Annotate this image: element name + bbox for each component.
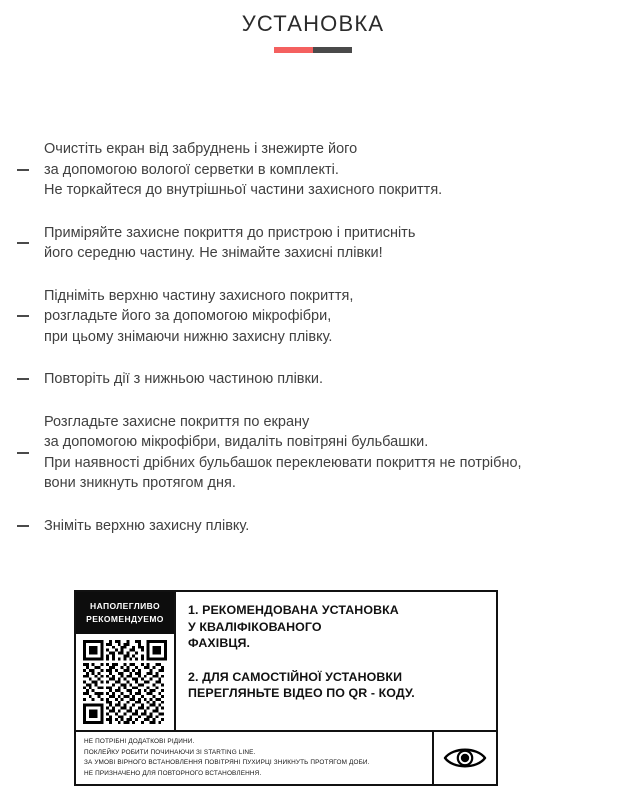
recommendation-item — [188, 602, 486, 652]
eye-icon-cell — [434, 732, 496, 784]
recommendation-item — [188, 669, 486, 702]
step-text — [44, 516, 620, 537]
step-text — [44, 139, 620, 201]
step-text-line: Очистіть екран від забруднень і знежирте його — [44, 141, 358, 158]
step-dash-marker — [14, 525, 44, 527]
instruction-step — [14, 139, 620, 201]
instruction-steps — [0, 139, 626, 536]
step-text-line: при цьому знімаючи нижню захисну плівку. — [44, 328, 333, 345]
step-text-line: Не торкайтеся до внутрішньої частини захисного покриття. — [44, 182, 443, 199]
recommendation-item-line: ФАХІВЦЯ. — [188, 636, 251, 650]
title-divider — [274, 47, 352, 53]
fineprint-line: НЕ ПОТРІБНІ ДОДАТКОВІ РІДИНИ. — [84, 738, 195, 745]
step-text — [44, 223, 620, 264]
qr-code-icon[interactable] — [83, 640, 167, 724]
step-dash-marker — [14, 242, 44, 244]
qr-code-wrapper — [76, 634, 174, 730]
instruction-step — [14, 223, 620, 264]
step-text-line: вони зникнуть протягом дня. — [44, 475, 236, 492]
fineprint-line: ЗА УМОВІ ВІРНОГО ВСТАНОВЛЕННЯ ПОВІТРЯНІ ПУХИРЦІ ЗНИКНУТЬ ПРОТЯГОМ ДОБИ. — [84, 759, 370, 766]
qr-panel — [76, 592, 176, 730]
title-block — [0, 0, 626, 53]
step-dash-marker — [14, 378, 44, 380]
step-text-line: Зніміть верхню захисну плівку. — [44, 517, 250, 534]
recommendation-item-line: У КВАЛІФІКОВАНОГО — [188, 619, 322, 634]
title-divider-left-segment — [274, 47, 313, 53]
instruction-step — [14, 369, 620, 390]
recommendation-box-bottom — [76, 730, 496, 784]
step-text — [44, 412, 620, 494]
recommendation-box — [74, 590, 498, 786]
page-title: УСТАНОВКА — [241, 11, 385, 36]
recommend-banner-line2: РЕКОМЕНДУЕМО — [86, 614, 164, 624]
step-dash-marker — [14, 452, 44, 454]
step-dash-marker — [14, 169, 44, 171]
recommend-banner-line1: НАПОЛЕГЛИВО — [90, 601, 160, 611]
step-text — [44, 286, 620, 348]
recommendation-item-line: 2. ДЛЯ САМОСТІЙНОЇ УСТАНОВКИ — [188, 669, 403, 684]
step-text-line: При наявності дрібних бульбашок переклеювати покриття не потрібно, — [44, 454, 522, 471]
step-text-line: Повторіть дії з нижньою частиною плівки. — [44, 371, 323, 388]
step-text-line: за допомогою вологої серветки в комплекті. — [44, 161, 339, 178]
title-divider-right-segment — [313, 47, 352, 53]
step-text-line: його середню частину. Не знімайте захисні плівки! — [44, 245, 383, 262]
recommendation-items — [176, 592, 496, 730]
recommendation-box-top — [76, 592, 496, 730]
eye-icon — [443, 745, 487, 771]
instruction-step — [14, 516, 620, 537]
fineprint-notes — [76, 732, 434, 784]
step-text-line: Підніміть верхню частину захисного покриття, — [44, 287, 354, 304]
step-text-line: розгладьте його за допомогою мікрофібри, — [44, 308, 332, 325]
step-text-line: за допомогою мікрофібри, видаліть повітряні бульбашки. — [44, 434, 429, 451]
step-text-line: Розгладьте захисне покриття по екрану — [44, 413, 310, 430]
instruction-step — [14, 286, 620, 348]
step-text — [44, 369, 620, 390]
fineprint-line: НЕ ПРИЗНАЧЕНО ДЛЯ ПОВТОРНОГО ВСТАНОВЛЕННЯ. — [84, 769, 262, 777]
recommendation-item-line: 1. РЕКОМЕНДОВАНА УСТАНОВКА — [188, 603, 399, 617]
step-dash-marker — [14, 315, 44, 317]
recommendation-item-line: ПЕРЕГЛЯНЬТЕ ВІДЕО ПО QR - КОДУ. — [188, 686, 415, 700]
fineprint-line: ПОКЛЕЙКУ РОБИТИ ПОЧИНАЮЧИ ЗІ STARTING LINE. — [84, 748, 256, 756]
recommend-banner — [76, 592, 174, 634]
step-text-line: Приміряйте захисне покриття до пристрою і притисніть — [44, 224, 416, 241]
instruction-step — [14, 412, 620, 494]
